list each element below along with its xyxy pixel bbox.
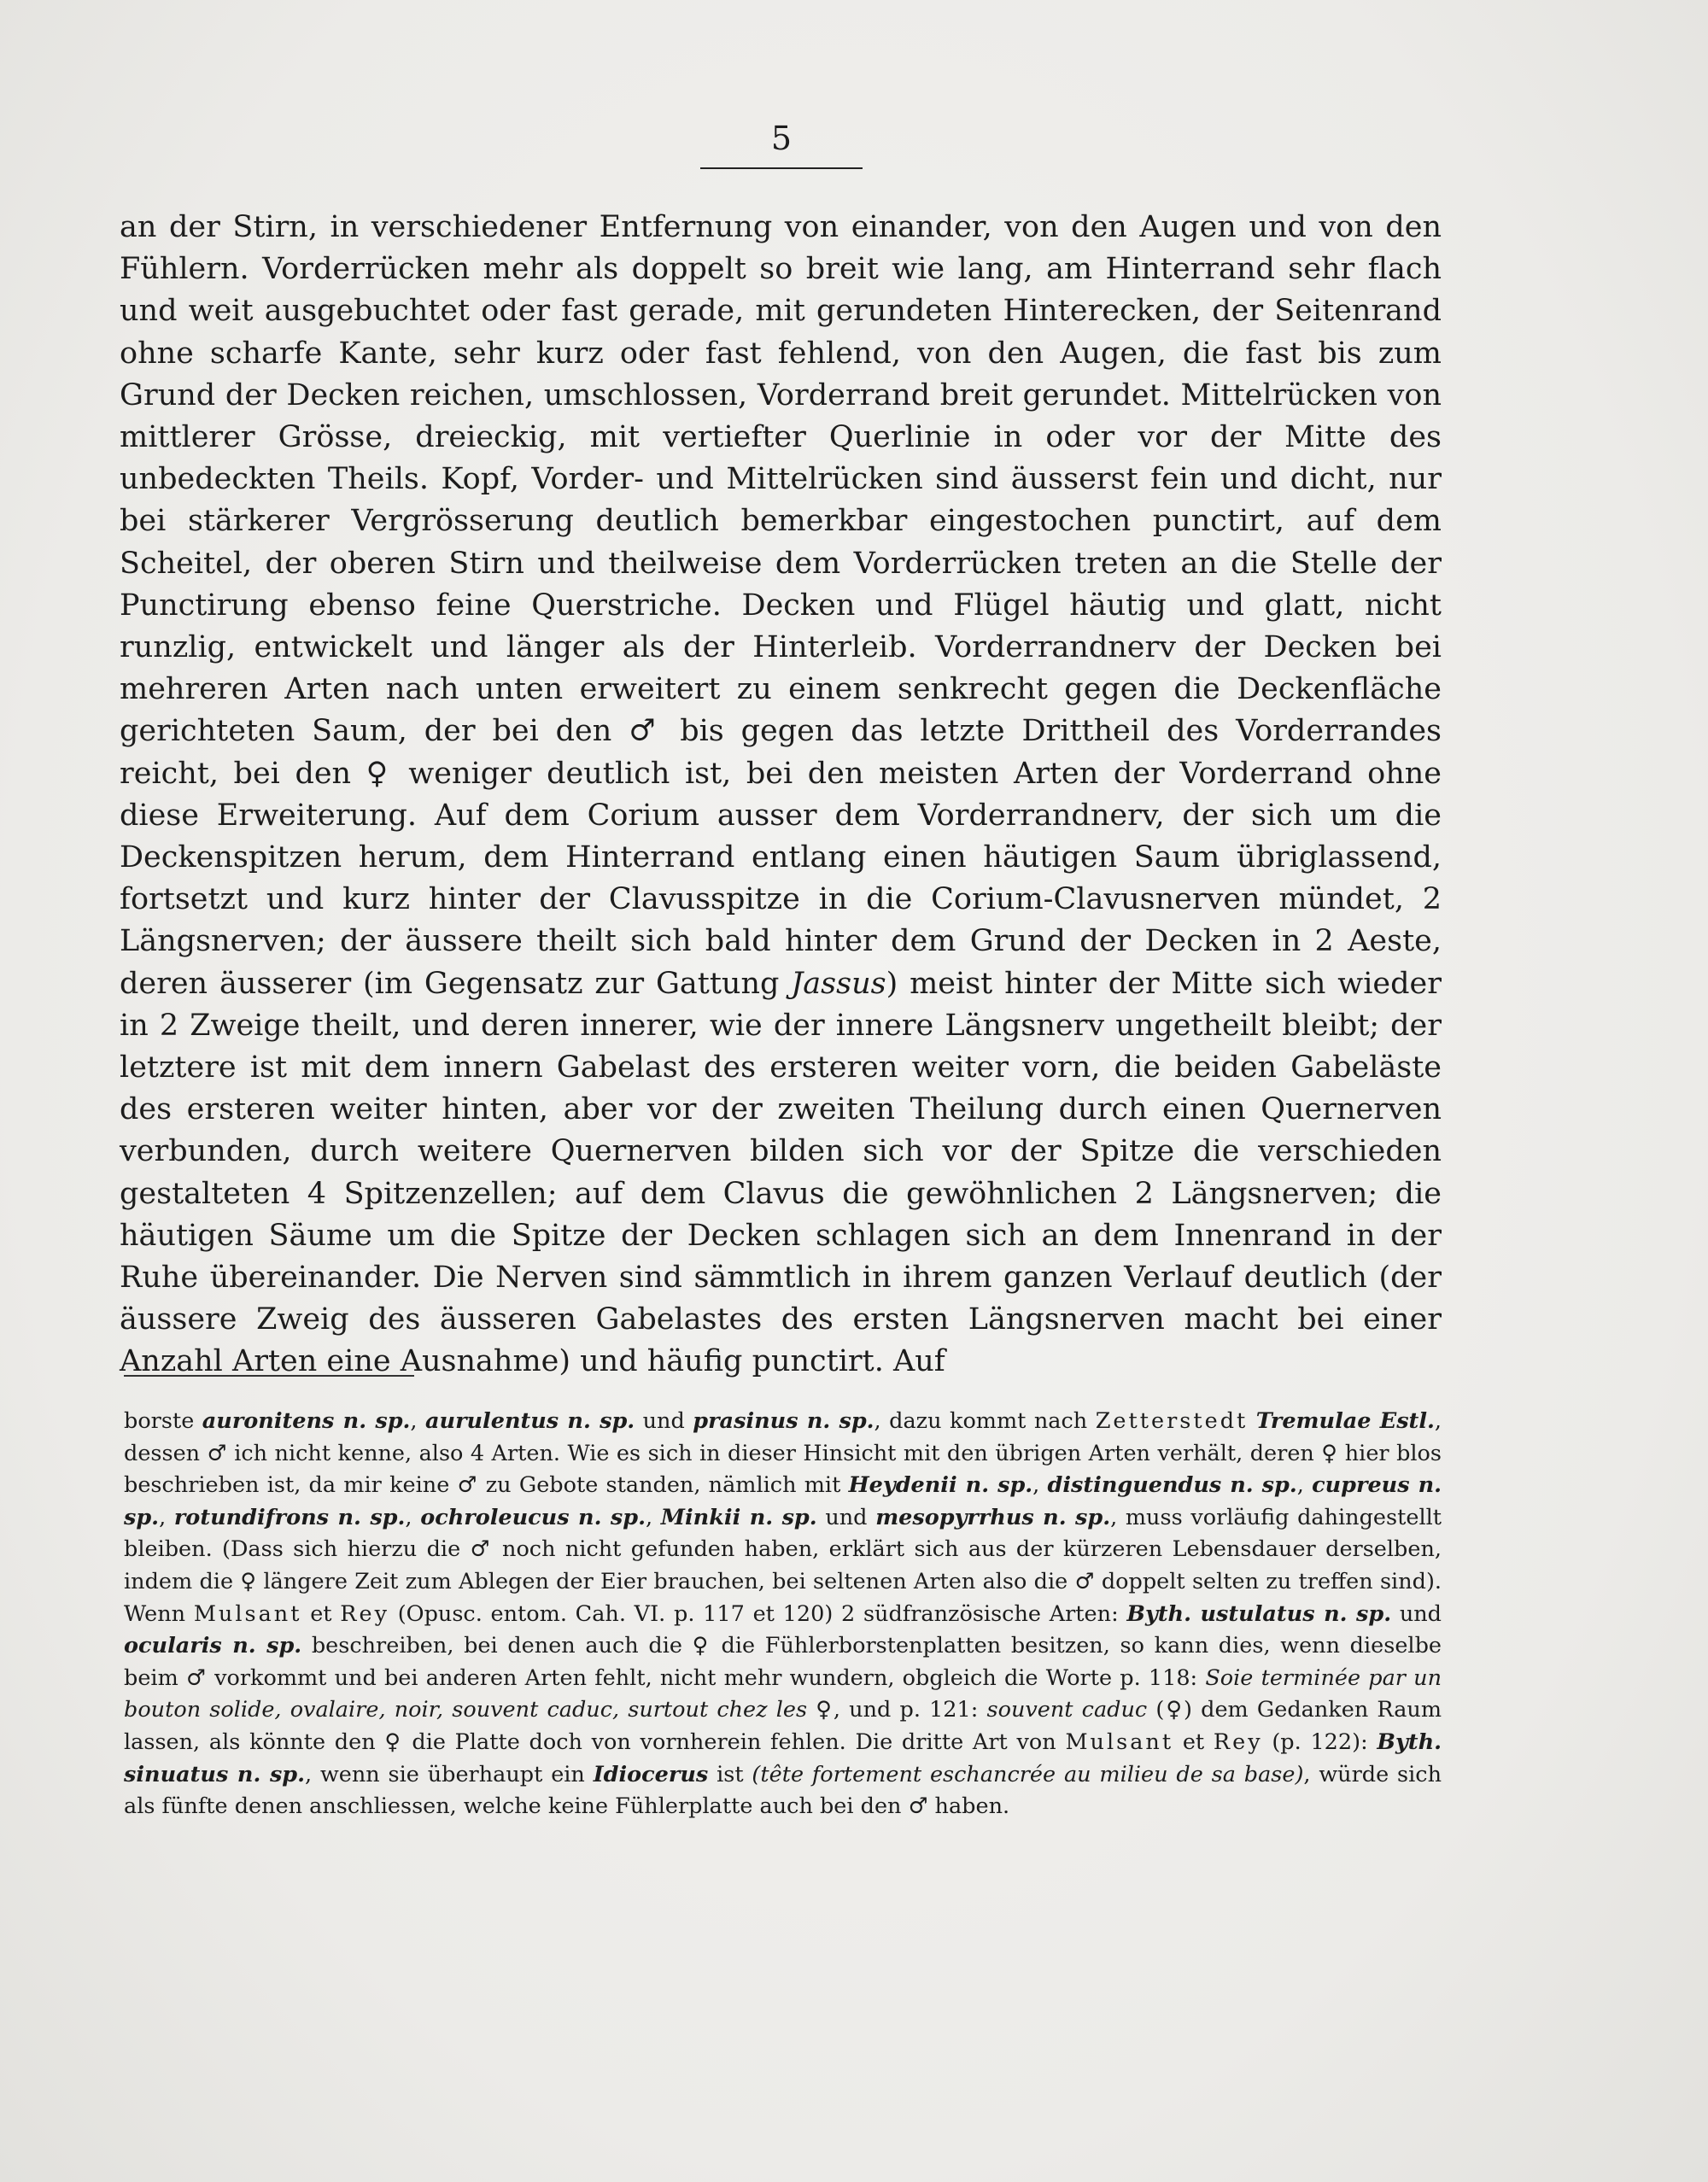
fn-text: beschreiben, bei denen auch die ♀ die Fühlerborstenplatten besitzen, so kann dies, wenn dieselbe beim ♂ vorkommt und bei anderen Arten fehlt, nicht mehr wundern, obgleich die Worte p. 118:	[124, 1633, 1442, 1691]
fn-species: Heydenii n. sp.	[848, 1472, 1033, 1499]
fn-species: ocularis n. sp.	[124, 1633, 302, 1659]
fn-text: ,	[410, 1408, 425, 1434]
fn-text: und	[1391, 1600, 1442, 1627]
fn-text: , dessen ♂ ich nicht kenne, also 4 Arten. Wie es sich in dieser Hinsicht mit den übrigen Arten verhält, deren ♀ hier blos beschrieben ist, da mir keine ♂ zu Gebote standen, nämlich mit	[124, 1408, 1442, 1499]
footnote-text	[124, 1406, 1442, 1823]
fn-species: Byth. ustulatus n. sp.	[1126, 1600, 1392, 1627]
fn-text: , wenn sie überhaupt ein	[305, 1761, 594, 1787]
fn-text: , würde sich als fünfte denen anschliessen, welche keine Fühlerplatte auch bei den ♂ haben.	[124, 1761, 1442, 1820]
fn-text: und	[635, 1408, 693, 1434]
main-body-text	[120, 207, 1442, 1383]
fn-species: cupreus n. sp.	[124, 1472, 1442, 1530]
fn-text: et	[301, 1600, 341, 1627]
fn-species: distinguendus n. sp.	[1047, 1472, 1297, 1499]
fn-species: mesopyrrhus n. sp.	[875, 1504, 1111, 1530]
fn-text: ,	[645, 1504, 661, 1530]
fn-author: Rey	[1213, 1729, 1263, 1755]
fn-french-quote: Soie terminée par un bouton solide, ovalaire, noir, souvent caduc, surtout chez les ♀	[124, 1664, 1442, 1723]
body-paragraph-part-1: an der Stirn, in verschiedener Entfernung von einander, von den Augen und von den Fühlern. Vorderrücken mehr als doppelt so breit wie lang, am Hinterrand sehr flach und weit ausgebuchtet oder fast gerade, mit gerundeten Hinterecken, der Seitenrand ohne scharfe Kante, sehr kurz oder fast fehlend, von den Augen, die fast bis zum Grund der Decken reichen, umschlossen, Vorderrand breit gerundet. Mittelrücken von mittlerer Grösse, dreieckig, mit vertiefter Querlinie in oder vor der Mitte des unbedeckten Theils. Kopf, Vorder- und Mittelrücken sind äusserst fein und dicht, nur bei stärkerer Vergrösserung deutlich bemerkbar eingestochen punctirt, auf dem Scheitel, der oberen Stirn und theilweise dem Vorderrücken treten an die Stelle der Punctirung ebenso feine Querstriche. Decken und Flügel häutig und glatt, nicht runzlig, entwickelt und länger als der Hinterleib. Vorderrandnerv der Decken bei mehreren Arten nach unten erweitert zu einem senkrecht gegen die Deckenfläche gerichteten Saum, der bei den ♂ bis gegen das letzte Drittheil des Vorderrandes reicht, bei den ♀ weniger deutlich ist, bei den meisten Arten der Vorderrand ohne diese Erweiterung. Auf dem Corium ausser dem Vorderrandnerv, der sich um die Deckenspitzen herum, dem Hinterrand entlang einen häutigen Saum übriglassend, fortsetzt und kurz hinter der Clavusspitze in die Corium-Clavusnerven mündet, 2 Längsnerven; der äussere theilt sich bald hinter dem Grund der Decken in 2 Aeste, deren äusserer (im Gegensatz zur Gattung	[120, 210, 1442, 1001]
fn-species: prasinus n. sp.	[693, 1408, 874, 1434]
fn-text: et	[1173, 1729, 1214, 1755]
fn-text: (♀) dem Gedanken Raum lassen, als könnte den ♀ die Platte doch von vornherein fehlen. Die dritte Art von	[124, 1697, 1442, 1755]
fn-french-quote: (tête fortement eschancrée au milieu de sa base)	[752, 1761, 1304, 1787]
fn-species: auronitens n. sp.	[202, 1408, 411, 1434]
fn-species: Tremulae Estl.	[1255, 1408, 1435, 1434]
fn-species: aurulentus n. sp.	[425, 1408, 635, 1434]
fn-author: Mulsant	[193, 1600, 302, 1627]
fn-french-quote: souvent caduc	[986, 1697, 1148, 1723]
genus-name-jassus: Jassus	[791, 966, 886, 1001]
body-paragraph-part-2: ) meist hinter der Mitte sich wieder in 2 Zweige theilt, und deren innerer, wie der innere Längsnerv ungetheilt bleibt; der letztere ist mit dem innern Gabelast des ersteren weiter vorn, die beiden Gabeläste des ersteren weiter hinten, aber vor der zweiten Theilung durch einen Quernerven verbunden, durch weitere Quernerven bilden sich vor der Spitze die verschieden gestalteten 4 Spitzenzellen; auf dem Clavus die gewöhnlichen 2 Längsnerven; die häutigen Säume um die Spitze der Decken schlagen sich an dem Innenrand in der Ruhe übereinander. Die Nerven sind sämmtlich in ihrem ganzen Verlauf deutlich (der äussere Zweig des äusseren Gabelastes des ersten Längsnerven macht bei einer Anzahl Arten eine Ausnahme) und häufig punctirt. Auf	[120, 966, 1442, 1379]
fn-species: Byth. sinuatus n. sp.	[124, 1729, 1442, 1787]
fn-text: borste	[124, 1408, 202, 1434]
fn-genus: Idiocerus	[593, 1761, 709, 1787]
fn-text: (Opusc. entom. Cah. VI. p. 117 et 120) 2 südfranzösische Arten:	[389, 1600, 1127, 1627]
fn-species: Minkii n. sp.	[660, 1504, 817, 1530]
fn-text: ,	[159, 1504, 174, 1530]
fn-text: , muss vorläufig dahingestellt bleiben. (Dass sich hierzu die ♂ noch nicht gefunden haben, erklärt sich aus der kürzeren Lebensdauer derselben, indem die ♀ längere Zeit zum Ablegen der Eier brauchen, bei seltenen Arten also die ♂ doppelt selten zu treffen sind). Wenn	[124, 1504, 1442, 1627]
fn-text	[1248, 1408, 1255, 1434]
fn-text: , dazu kommt nach	[874, 1408, 1096, 1434]
fn-text: ist	[708, 1761, 752, 1787]
fn-author: Mulsant	[1065, 1729, 1174, 1755]
fn-text: und	[816, 1504, 876, 1530]
fn-author: Zetterstedt	[1095, 1408, 1249, 1434]
fn-text: ,	[1296, 1472, 1313, 1499]
fn-text: (p. 122):	[1262, 1729, 1378, 1755]
fn-text: , und p. 121:	[833, 1697, 987, 1723]
fn-text: ,	[405, 1504, 421, 1530]
page-number-rule	[700, 167, 863, 169]
footnote-rule	[124, 1375, 414, 1377]
fn-text: ,	[1032, 1472, 1048, 1499]
fn-species: rotundifrons n. sp.	[173, 1504, 406, 1530]
page-number: 5	[770, 120, 793, 157]
fn-species: ochroleucus n. sp.	[420, 1504, 646, 1530]
fn-author: Rey	[340, 1600, 389, 1627]
